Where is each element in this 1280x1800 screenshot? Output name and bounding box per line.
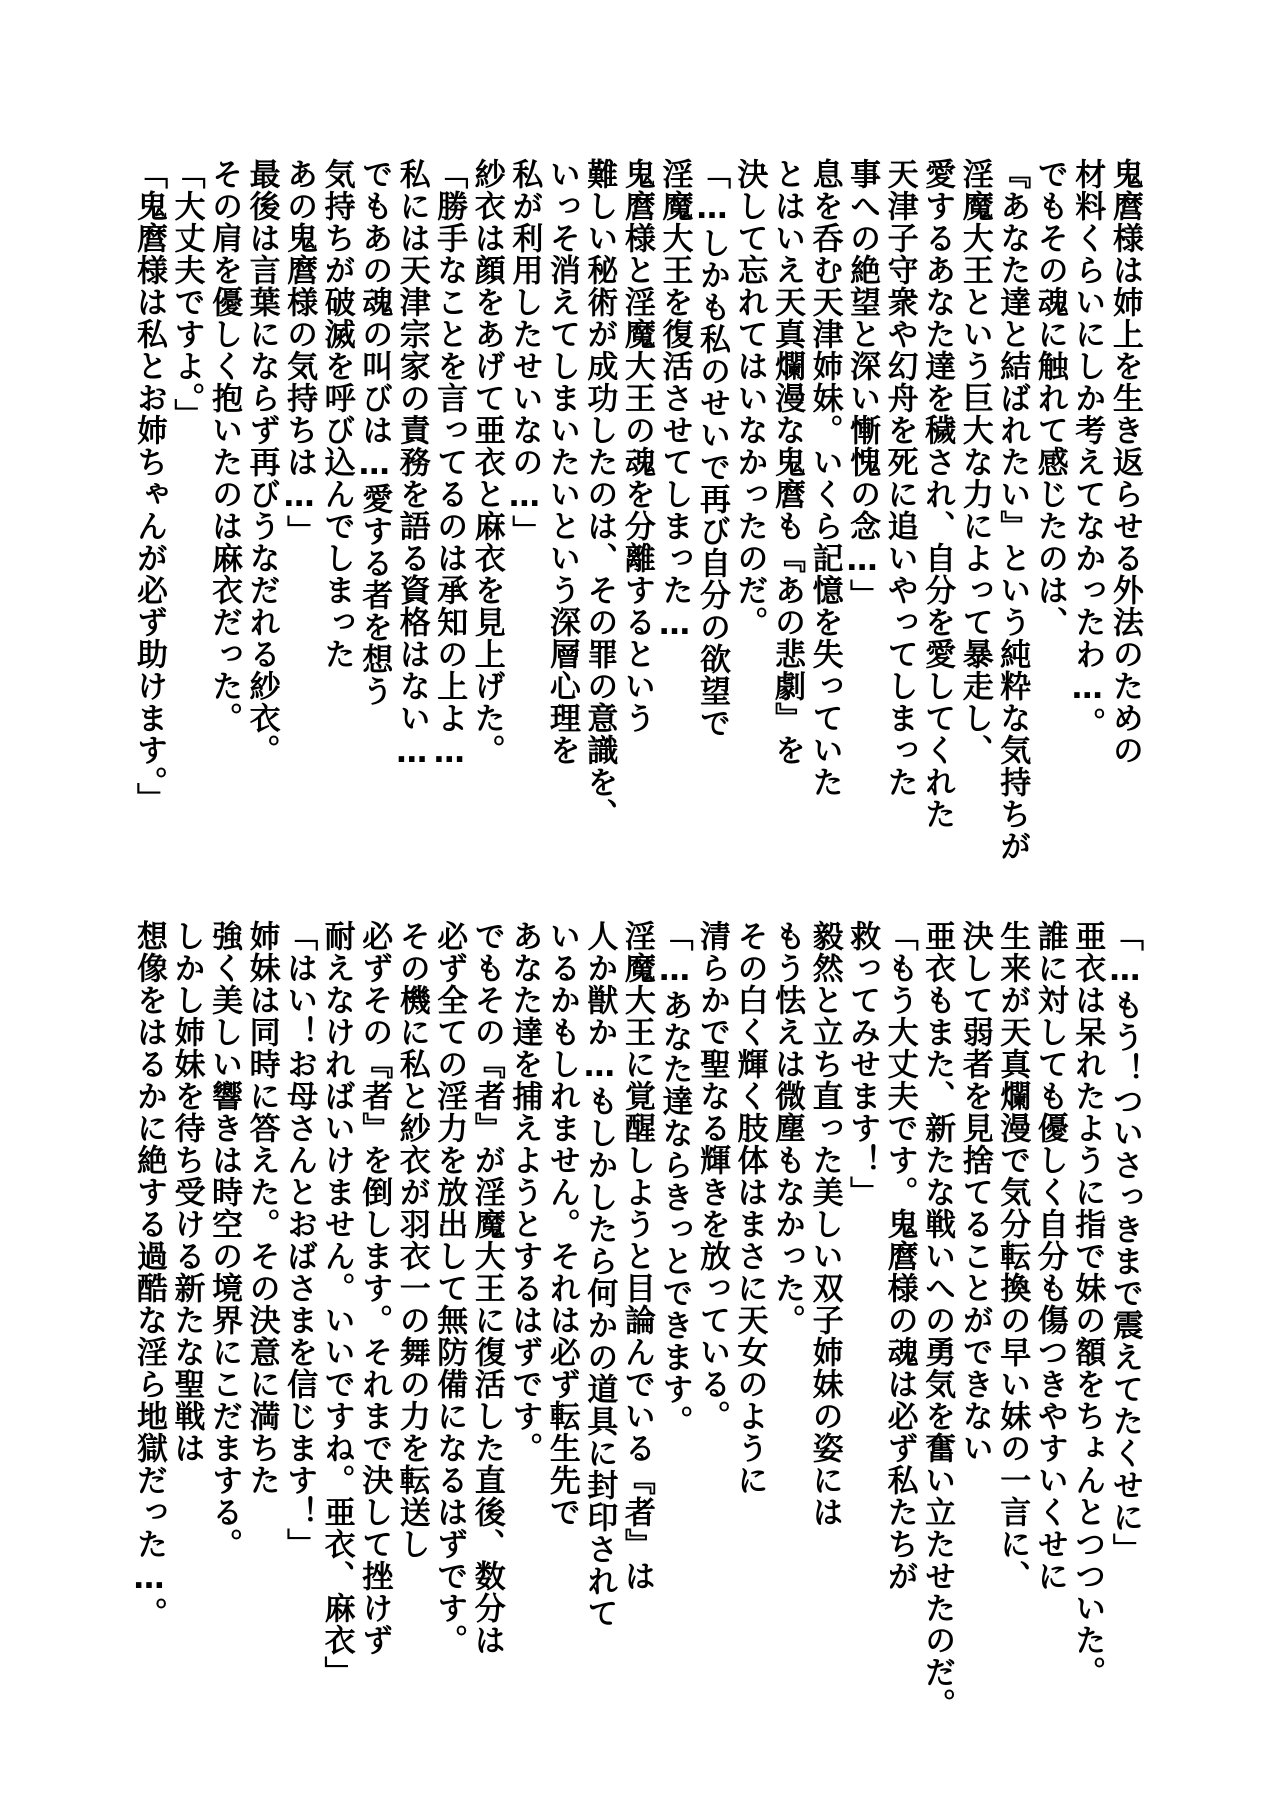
text-line: いっそ消えてしまいたいという深層心理を — [543, 158, 580, 766]
text-line: 天津子守衆や幻舟を死に追いやってしまった — [881, 158, 918, 798]
text-line: 事への絶望と深い慚愧の念…」 — [844, 158, 881, 611]
text-line: 決して弱者を見捨てることができない — [956, 920, 993, 1464]
text-line: 想像をはるかに絶する過酷な淫ら地獄だった…。 — [131, 920, 167, 1629]
bottom-text-block — [131, 920, 1143, 1720]
text-line: 耐えなければいけません。いいですね。亜衣、麻衣」 — [318, 920, 355, 1688]
text-line: あの鬼麿様の気持ちは…」 — [281, 158, 318, 547]
text-line: 材料くらいにしか考えてなかったわ…。 — [1069, 158, 1106, 739]
top-text-block — [131, 158, 1143, 862]
text-line: あなた達を捕えようとするはずです。 — [506, 920, 543, 1464]
text-line: 「…もう！ついさっきまで震えてたくせに」 — [1106, 920, 1143, 1565]
text-line: 亜衣は呆れたように指で妹の額をちょんとつついた。 — [1069, 920, 1106, 1688]
text-line: しかし姉妹を待ち受ける新たな聖戦は — [168, 920, 205, 1464]
text-line: 「鬼麿様は私とお姉ちゃんが必ず助けます。」 — [131, 158, 167, 815]
text-line: 淫魔大王を復活させてしまった… — [656, 158, 693, 643]
text-line: その肩を優しく抱いたのは麻衣だった。 — [206, 158, 243, 734]
text-line: 難しい秘術が成功したのは、その罪の意識を、 — [581, 158, 618, 830]
text-line: 淫魔大王という巨大な力によって暴走し、 — [956, 158, 993, 766]
text-line: 鬼麿様と淫魔大王の魂を分離するという — [618, 158, 655, 734]
text-line: 「はい！お母さんとおばさまを信じます！」 — [281, 920, 318, 1560]
text-line: いるかもしれません。それは必ず転生先で — [543, 920, 580, 1528]
text-line: 姉妹は同時に答えた。その決意に満ちた — [243, 920, 280, 1496]
text-line: 息を呑む天津姉妹。いくら記憶を失っていた — [806, 158, 843, 798]
text-line: 決して忘れてはいなかったのだ。 — [731, 158, 768, 638]
text-line: 生来が天真爛漫で気分転換の早い妹の一言に、 — [994, 920, 1031, 1592]
text-line: でもあの魂の叫びは…愛する者を想う — [356, 158, 393, 707]
text-line: もう怯えは微塵もなかった。 — [769, 920, 806, 1336]
text-line: 「…しかも私のせいで再び自分の欲望で — [693, 158, 730, 739]
text-line: 私には天津宗家の責務を語る資格はない… — [393, 158, 430, 771]
text-line: 『あなた達と結ばれたい』という純粋な気持ちが — [994, 158, 1031, 862]
text-line: 鬼麿様は姉上を生き返らせる外法のための — [1106, 158, 1143, 766]
text-line: 私が利用したせいなの…」 — [506, 158, 543, 547]
text-line: その白く輝く肢体はまさに天女のように — [731, 920, 768, 1496]
text-line: 強く美しい響きは時空の境界にこだまする。 — [206, 920, 243, 1560]
text-line: 愛するあなた達を穢され、自分を愛してくれた — [919, 158, 956, 830]
text-line: 「大丈夫ですよ。」 — [168, 158, 205, 431]
text-line: その機に私と紗衣が羽衣一の舞の力を転送し — [393, 920, 430, 1560]
text-line: 必ず全ての淫力を放出して無防備になるはずです。 — [431, 920, 468, 1656]
text-line: でもその『者』が淫魔大王に復活した直後、数分は — [468, 920, 505, 1656]
text-line: 毅然と立ち直った美しい双子姉妹の姿には — [806, 920, 843, 1528]
text-line: 亜衣もまた、新たな戦いへの勇気を奮い立たせたのだ。 — [919, 920, 956, 1720]
text-line: 「…あなた達ならきっとできます。 — [656, 920, 693, 1437]
text-line: 紗衣は顔をあげて亜衣と麻衣を見上げた。 — [468, 158, 505, 766]
text-line: 気持ちが破滅を呼び込んでしまった — [318, 158, 355, 670]
text-line: 淫魔大王に覚醒しようと目論んでいる『者』は — [618, 920, 655, 1592]
text-line: でもその魂に触れて感じたのは、 — [1031, 158, 1068, 638]
text-line: 最後は言葉にならず再びうなだれる紗衣。 — [243, 158, 280, 766]
text-line: 誰に対しても優しく自分も傷つきやすいくせに — [1031, 920, 1068, 1592]
text-line: 救ってみせます！」 — [844, 920, 881, 1208]
text-line: 「もう大丈夫です。鬼麿様の魂は必ず私たちが — [881, 920, 918, 1592]
text-line: 人か獣か…もしかしたら何かの道具に封印されて — [581, 920, 618, 1629]
text-line: 必ずその『者』を倒します。それまで決して挫けず — [356, 920, 393, 1656]
text-line: 清らかで聖なる輝きを放っている。 — [693, 920, 730, 1432]
text-line: とはいえ天真爛漫な鬼麿も『あの悲劇』を — [769, 158, 806, 766]
text-line: 「勝手なことを言ってるのは承知の上よ… — [431, 158, 468, 771]
